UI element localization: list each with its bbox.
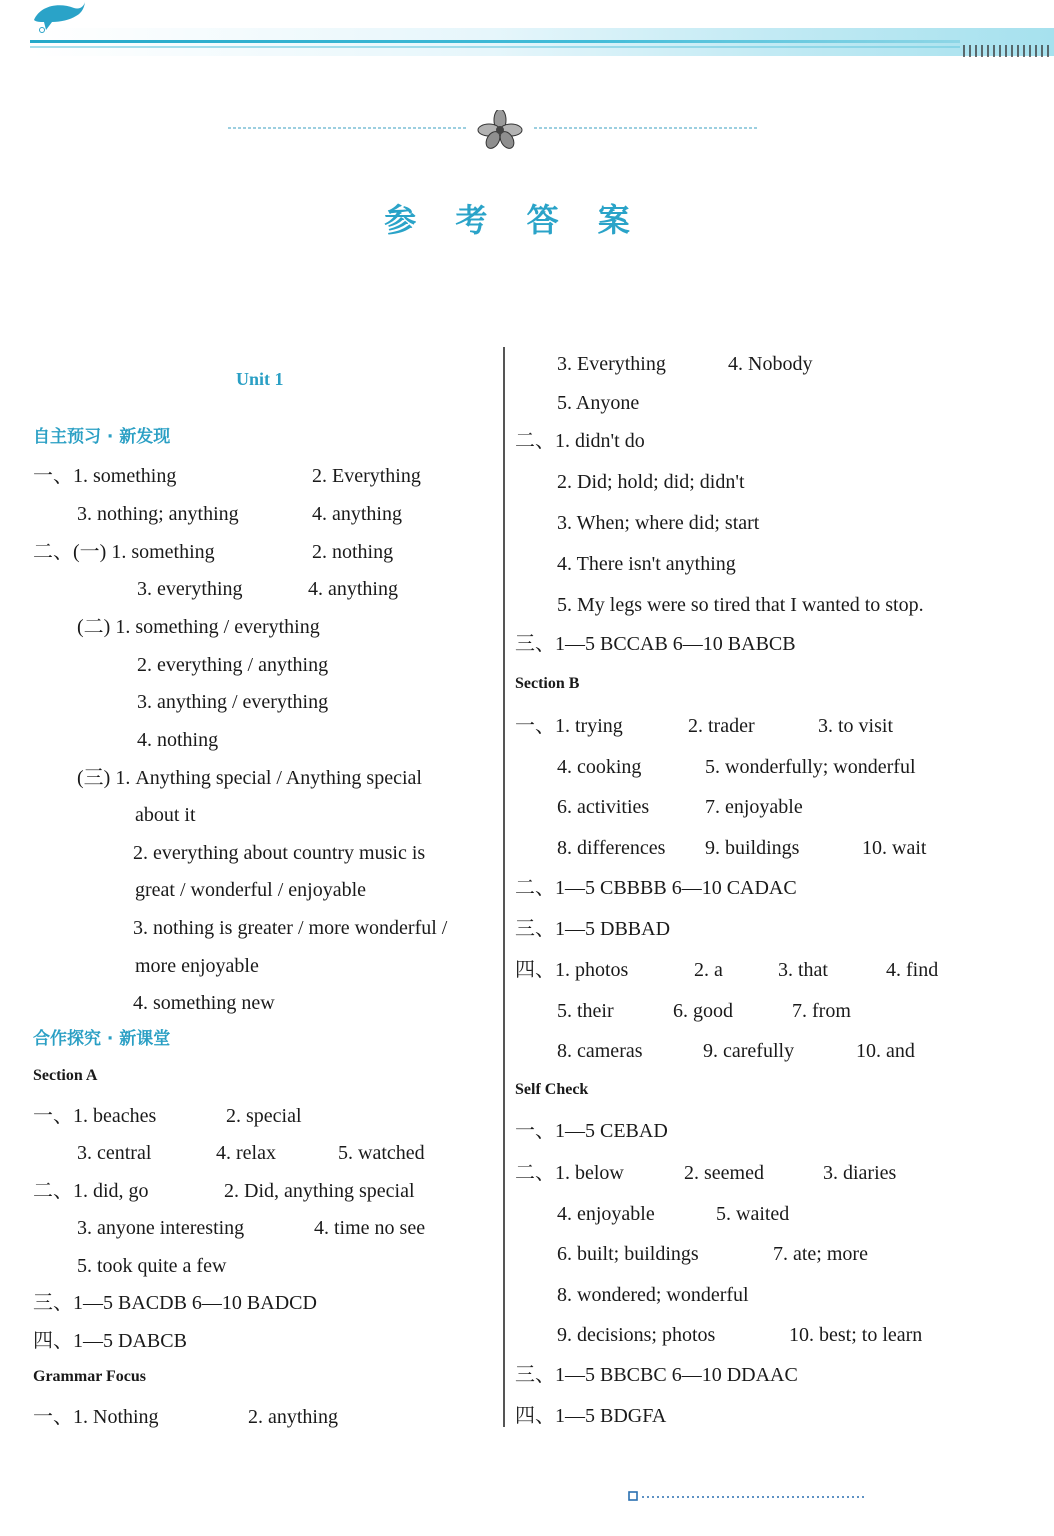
answer-line: 5. their (557, 1000, 614, 1022)
answer-line: 5. wonderfully; wonderful (705, 756, 916, 778)
answer-line: 4. enjoyable (557, 1203, 655, 1225)
answer-line: 一、1. Nothing (33, 1406, 159, 1428)
answer-line: 4. something new (133, 992, 275, 1014)
answer-line: (三) 1. Anything special / Anything special (77, 767, 422, 789)
answer-line: 3. to visit (818, 715, 894, 737)
section-b-label: Section B (515, 675, 580, 692)
answer-line: 二、1. did, go (33, 1180, 149, 1202)
answer-line: 8. cameras (557, 1040, 643, 1062)
answer-line: 三、1—5 BCCAB 6—10 BABCB (515, 633, 796, 655)
answer-line: 3. anything / everything (137, 691, 329, 713)
answer-line: 2. Did; hold; did; didn't (557, 471, 745, 493)
answer-line: 4. anything (312, 503, 402, 525)
self-check-label: Self Check (515, 1081, 589, 1098)
dolphin-logo-icon (30, 0, 86, 38)
answer-line: 2. Did, anything special (224, 1180, 415, 1202)
answer-line: 二、(一) 1. something (33, 541, 215, 563)
answer-line: 6. built; buildings (557, 1243, 699, 1265)
answer-line: 4. cooking (557, 756, 642, 778)
answer-line: 5. My legs were so tired that I wanted to stop. (557, 594, 924, 616)
answer-line: 5. took quite a few (77, 1255, 227, 1277)
answer-line: 一、1. beaches (33, 1105, 157, 1127)
answer-line: 二、1. below (515, 1162, 624, 1184)
answer-line: 2. trader (688, 715, 755, 737)
header-rule-secondary (30, 46, 960, 48)
answer-line: 2. Everything (312, 465, 421, 487)
answer-line: 10. best; to learn (789, 1324, 923, 1346)
answer-line: 5. waited (716, 1203, 790, 1225)
answer-line: 9. buildings (705, 837, 800, 859)
answer-line: 4. nothing (137, 729, 219, 751)
answer-line: 8. differences (557, 837, 666, 859)
flower-divider-icon (228, 110, 758, 150)
answer-line: 4. find (886, 959, 939, 981)
answer-line: about it (135, 804, 196, 826)
answer-line: 一、1. trying (515, 715, 623, 737)
answer-line: 四、1—5 DABCB (33, 1330, 187, 1352)
answer-line: (二) 1. something / everything (77, 616, 320, 638)
answer-line: 3. that (778, 959, 828, 981)
answer-line: 9. carefully (703, 1040, 795, 1062)
answer-line: 二、1—5 CBBBB 6—10 CADAC (515, 877, 797, 899)
header-rule (30, 40, 960, 43)
answer-line: 3. nothing is greater / more wonderful / (133, 917, 448, 939)
answer-line: more enjoyable (135, 955, 259, 977)
answer-line: 三、1—5 BACDB 6—10 BADCD (33, 1292, 317, 1314)
answer-line: 6. good (673, 1000, 733, 1022)
answer-line: 7. from (792, 1000, 851, 1022)
answer-line: 2. everything about country music is (133, 842, 426, 864)
section-a-label: Section A (33, 1067, 98, 1084)
answer-line: 10. wait (862, 837, 927, 859)
answer-line: 4. Nobody (728, 353, 813, 375)
answer-line: 2. a (694, 959, 723, 981)
answer-line: 3. When; where did; start (557, 512, 760, 534)
answer-line: 4. anything (308, 578, 398, 600)
answer-line: 三、1—5 DBBAD (515, 918, 671, 940)
answer-line: 四、1. photos (515, 959, 629, 981)
answer-line: 4. There isn't anything (557, 553, 736, 575)
answer-line: 3. everything (137, 578, 243, 600)
page-title: 参 考 答 案 (384, 201, 644, 239)
answer-line: 7. ate; more (773, 1243, 868, 1265)
answer-line: 10. and (856, 1040, 915, 1062)
answer-line: 7. enjoyable (705, 796, 803, 818)
answer-line: 一、1. something (33, 465, 177, 487)
answer-line: great / wonderful / enjoyable (135, 879, 367, 901)
grammar-focus-label: Grammar Focus (33, 1368, 147, 1385)
answer-line: 6. activities (557, 796, 650, 818)
answer-line: 4. time no see (314, 1217, 426, 1239)
answer-line: 3. Everything (557, 353, 666, 375)
section-heading-class: 合作探究 · 新课堂 (33, 1029, 171, 1049)
answer-line: 3. diaries (823, 1162, 897, 1184)
answer-line: 2. seemed (684, 1162, 764, 1184)
answer-line: 9. decisions; photos (557, 1324, 716, 1346)
answer-line: 3. nothing; anything (77, 503, 239, 525)
answer-line: 2. everything / anything (137, 654, 329, 676)
answer-line: 三、1—5 BBCBC 6—10 DDAAC (515, 1364, 798, 1386)
answer-line: 2. nothing (312, 541, 394, 563)
footer-dotted-rule (628, 1491, 868, 1503)
answer-line: 一、1—5 CEBAD (515, 1120, 668, 1142)
answer-line: 四、1—5 BDGFA (515, 1405, 667, 1427)
column-divider (503, 347, 505, 1427)
section-heading-preview: 自主预习 · 新发现 (33, 427, 171, 447)
answer-line: 5. watched (338, 1142, 425, 1164)
unit-label: Unit 1 (236, 369, 284, 389)
answer-line: 4. relax (216, 1142, 276, 1164)
answer-line: 3. anyone interesting (77, 1217, 245, 1239)
answer-line: 8. wondered; wonderful (557, 1284, 749, 1306)
answer-line: 二、1. didn't do (515, 430, 645, 452)
answer-line: 3. central (77, 1142, 152, 1164)
answer-line: 2. anything (248, 1406, 338, 1428)
answer-line: 5. Anyone (557, 392, 640, 414)
header-ticks (962, 45, 1052, 57)
answer-line: 2. special (226, 1105, 302, 1127)
